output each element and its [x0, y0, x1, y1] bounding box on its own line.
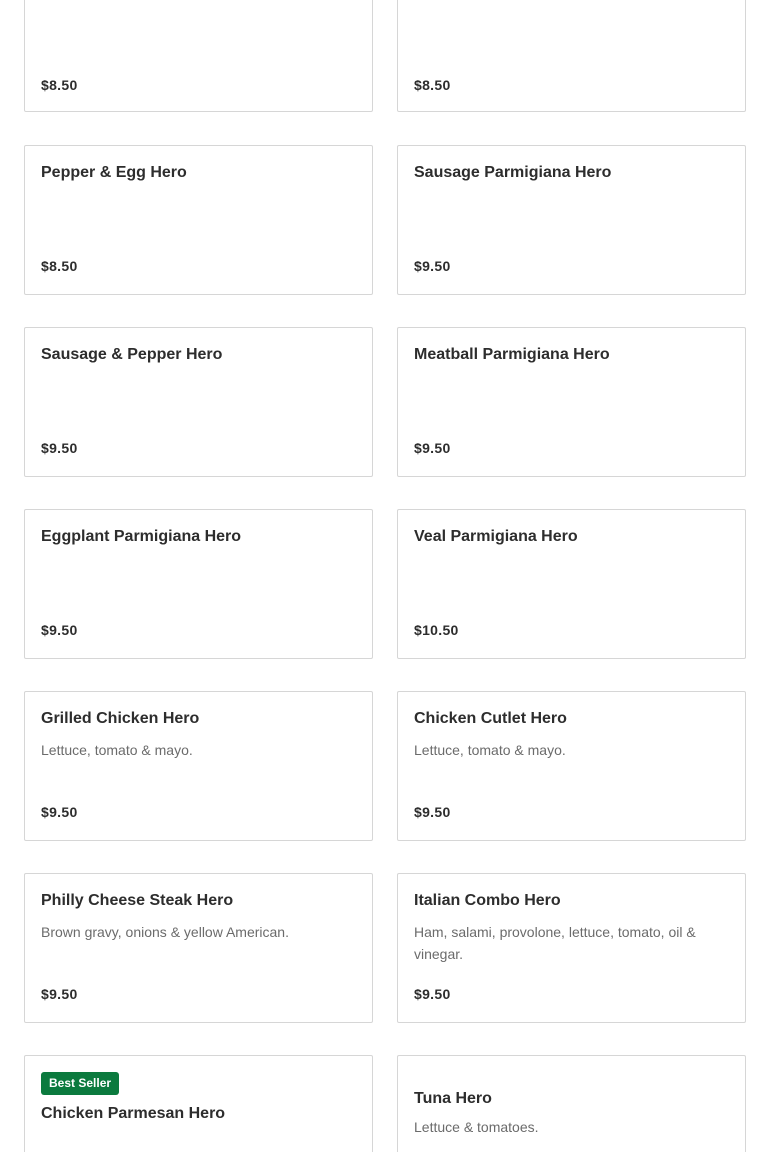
item-name: Chicken Parmesan Hero — [41, 1105, 226, 1122]
item-description: Brown gravy, onions & yellow American. — [41, 924, 289, 940]
item-description: Ham, salami, provolone, lettuce, tomato, oil & vinegar. — [414, 924, 696, 962]
menu-item-card[interactable] — [24, 509, 373, 659]
item-price: $9.50 — [414, 986, 451, 1002]
menu-item-card[interactable] — [397, 691, 746, 841]
item-price: $9.50 — [41, 804, 78, 820]
item-name: Sausage & Pepper Hero — [41, 346, 223, 363]
item-name: Eggplant Parmigiana Hero — [41, 528, 242, 545]
item-price: $9.50 — [414, 258, 451, 274]
item-name: Chicken Cutlet Hero — [414, 710, 567, 727]
item-price: $9.50 — [414, 440, 451, 456]
item-name: Sausage Parmigiana Hero — [414, 164, 612, 181]
item-name: Grilled Chicken Hero — [41, 710, 200, 727]
item-price: $9.50 — [41, 986, 78, 1002]
item-name: Pepper & Egg Hero — [41, 164, 187, 181]
item-name: Veal Parmigiana Hero — [414, 528, 578, 545]
item-name: Italian Combo Hero — [414, 892, 561, 909]
menu-item-card[interactable] — [24, 327, 373, 477]
menu-item-card[interactable] — [397, 1055, 746, 1152]
menu-item-card[interactable] — [397, 145, 746, 295]
item-description: Lettuce, tomato & mayo. — [41, 742, 193, 758]
item-name: Tuna Hero — [414, 1090, 492, 1107]
menu-item-card[interactable] — [24, 691, 373, 841]
item-description: Lettuce, tomato & mayo. — [414, 742, 566, 758]
menu-item-card[interactable] — [24, 145, 373, 295]
menu-item-card[interactable] — [24, 1055, 373, 1152]
item-price: $9.50 — [41, 622, 78, 638]
item-price: $8.50 — [414, 77, 451, 93]
item-price: $8.50 — [41, 77, 78, 93]
menu-item-card[interactable] — [397, 873, 746, 1023]
menu-item-card[interactable] — [397, 327, 746, 477]
item-name: Meatball Parmigiana Hero — [414, 346, 610, 363]
menu-item-card[interactable] — [397, 0, 746, 112]
item-price: $9.50 — [41, 440, 78, 456]
item-description: Lettuce & tomatoes. — [414, 1119, 539, 1135]
menu-item-card[interactable] — [24, 873, 373, 1023]
item-price: $9.50 — [414, 804, 451, 820]
item-price: $8.50 — [41, 258, 78, 274]
menu-item-card[interactable] — [24, 0, 373, 112]
menu-item-card[interactable] — [397, 509, 746, 659]
best-seller-badge: Best Seller — [41, 1072, 119, 1095]
item-name: Philly Cheese Steak Hero — [41, 892, 234, 909]
item-price: $10.50 — [414, 622, 459, 638]
